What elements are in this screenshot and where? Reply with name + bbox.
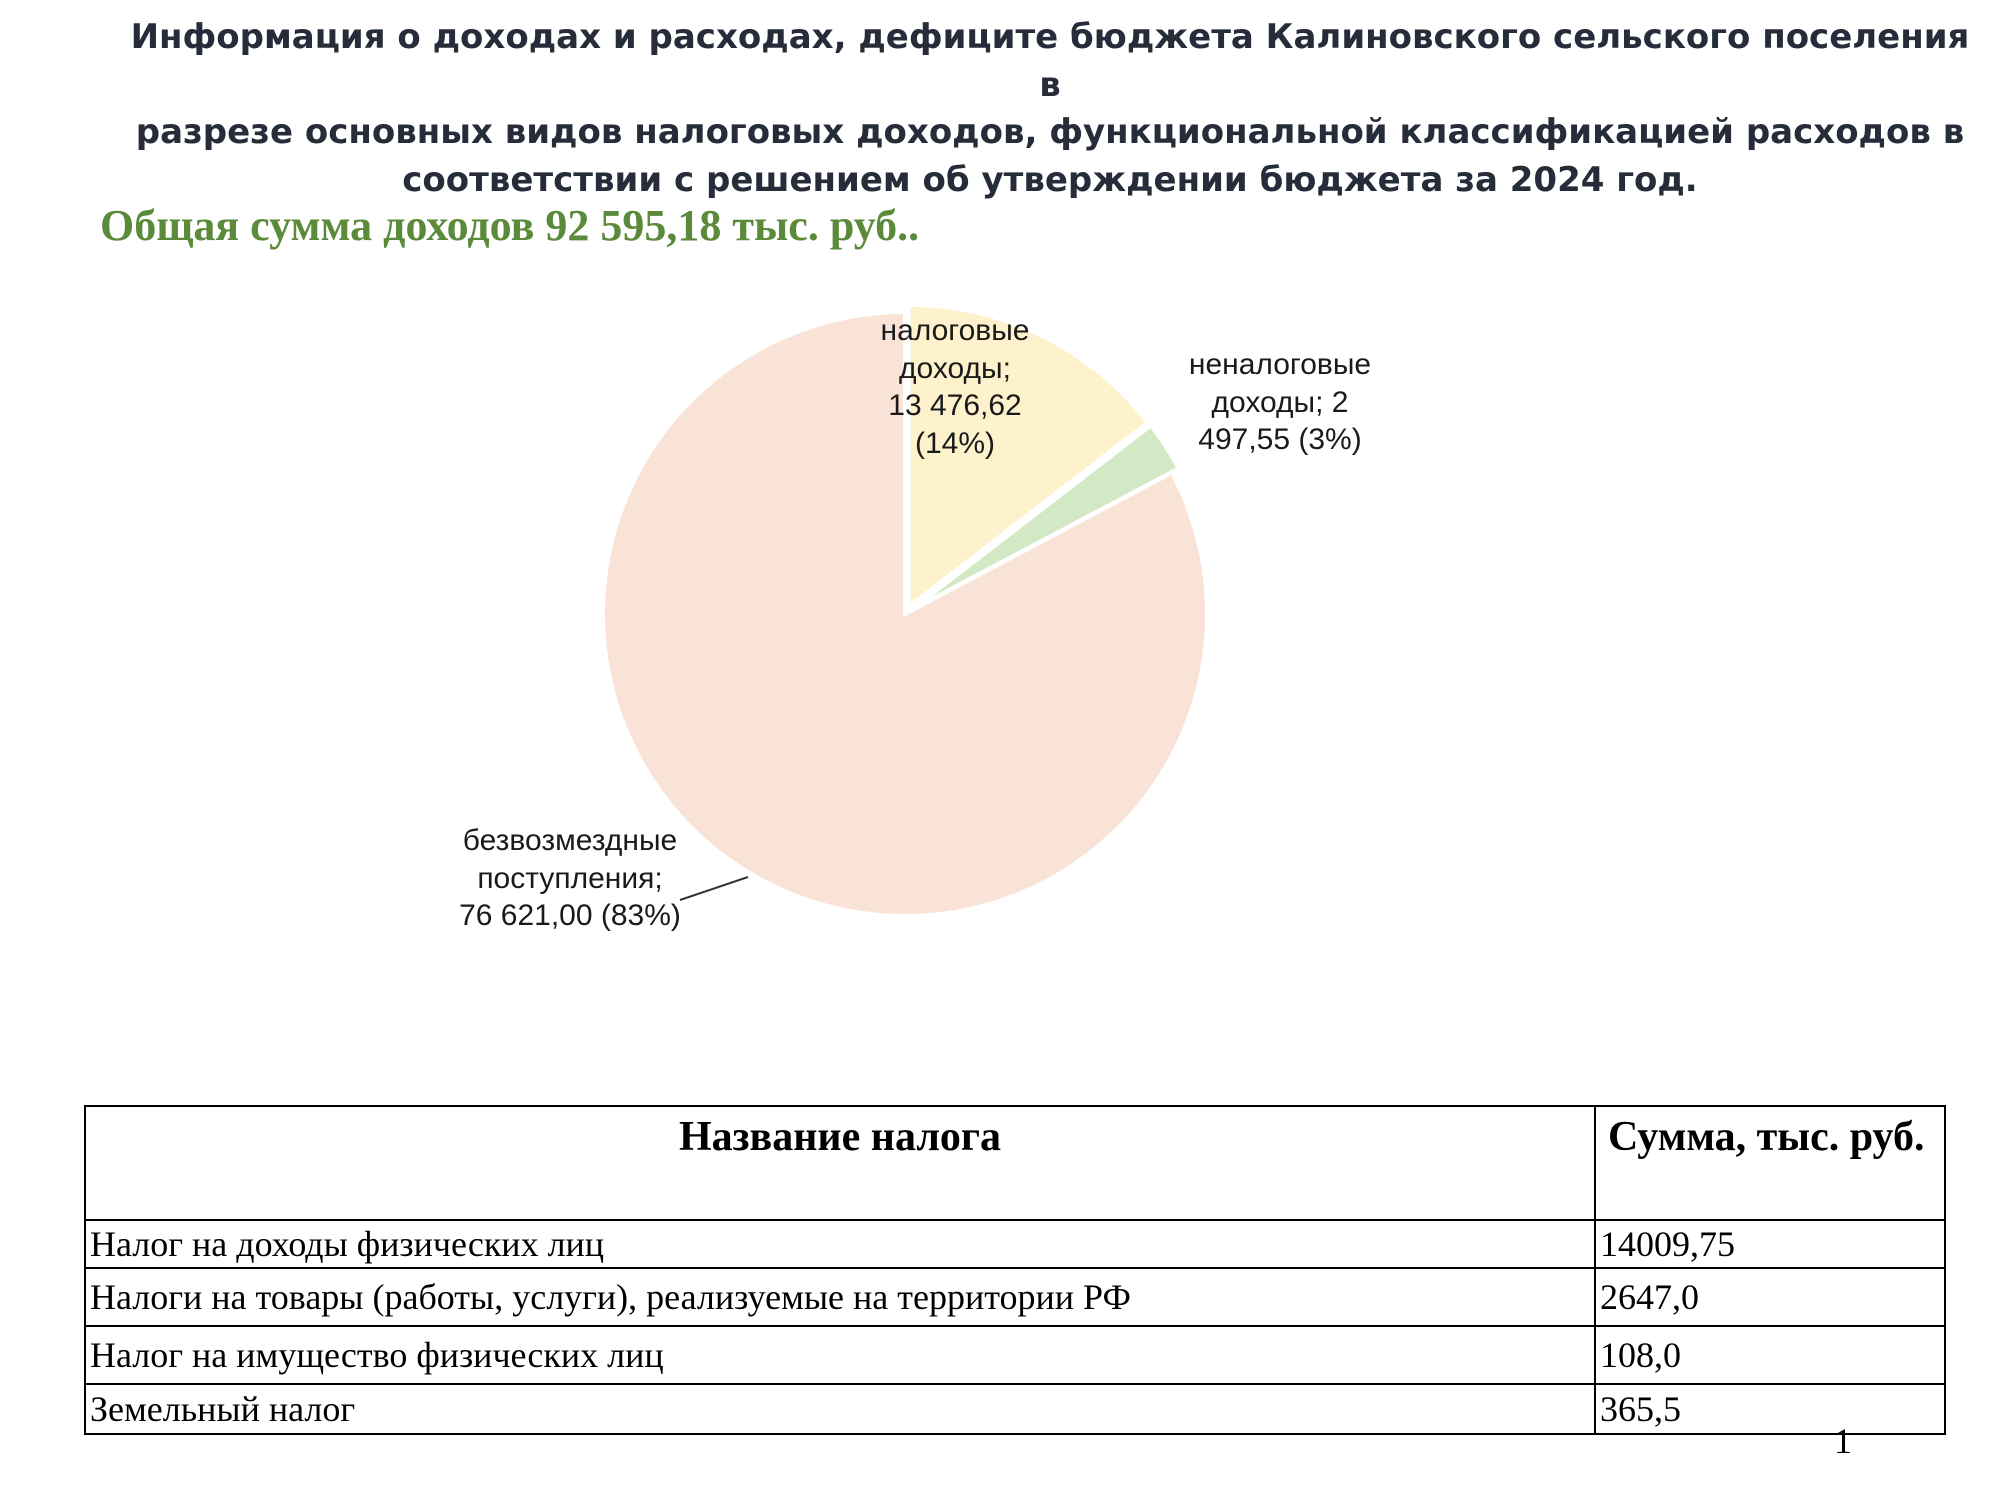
tax-amount-cell: 108,0 <box>1595 1326 1945 1384</box>
slice-label-nontax-line-3: 497,55 (3%) <box>1198 423 1362 456</box>
slice-label-nontax-line-2: доходы; 2 <box>1211 385 1349 419</box>
heading-line-1: Информация о доходах и расходах, дефиците бюджета Калиновского сельского поселения в <box>130 17 1970 105</box>
page-heading <box>120 14 1980 204</box>
slice-label-tax-line-1: налоговые <box>880 314 1030 347</box>
tax-table <box>84 1105 1946 1435</box>
slice-label-nontax <box>1160 346 1400 459</box>
header-amount: Сумма, тыс. руб. <box>1595 1106 1945 1220</box>
slice-label-grants <box>420 822 720 935</box>
table-row <box>85 1384 1945 1434</box>
tax-name-cell: Налоги на товары (работы, услуги), реализуемые на территории РФ <box>85 1268 1595 1326</box>
heading-line-2: разрезе основных видов налоговых доходов, функциональной классификацией расходов в <box>135 112 1965 153</box>
header-tax-name: Название налога <box>85 1106 1595 1220</box>
slice-label-grants-line-1: безвозмездные <box>462 824 678 857</box>
tax-table-header-row <box>85 1106 1945 1220</box>
table-row <box>85 1220 1945 1268</box>
slice-label-nontax-line-1: неналоговые <box>1188 348 1372 381</box>
tax-amount-cell: 14009,75 <box>1595 1220 1945 1268</box>
slice-label-grants-line-3: 76 621,00 (83%) <box>459 899 681 932</box>
page-number: 1 <box>1834 1421 1852 1461</box>
tax-name-cell: Налог на доходы физических лиц <box>85 1220 1595 1268</box>
income-pie-chart <box>0 280 2000 1000</box>
total-income: Общая сумма доходов 92 595,18 тыс. руб.. <box>100 201 920 250</box>
slice-label-tax-line-4: (14%) <box>914 426 996 460</box>
tax-amount-cell: 2647,0 <box>1595 1268 1945 1326</box>
tax-name-cell: Налог на имущество физических лиц <box>85 1326 1595 1384</box>
table-row <box>85 1268 1945 1326</box>
slice-label-tax <box>850 312 1060 462</box>
slice-label-grants-line-2: поступления; <box>477 861 663 895</box>
tax-amount-cell: 365,5 <box>1595 1384 1945 1434</box>
tax-name-cell: Земельный налог <box>85 1384 1595 1434</box>
heading-line-3: соответствии с решением об утверждении бюджета за 2024 год. <box>402 159 1698 200</box>
slice-label-tax-line-2: доходы; <box>899 351 1011 385</box>
slice-label-tax-line-3: 13 476,62 <box>888 389 1022 422</box>
table-row <box>85 1326 1945 1384</box>
